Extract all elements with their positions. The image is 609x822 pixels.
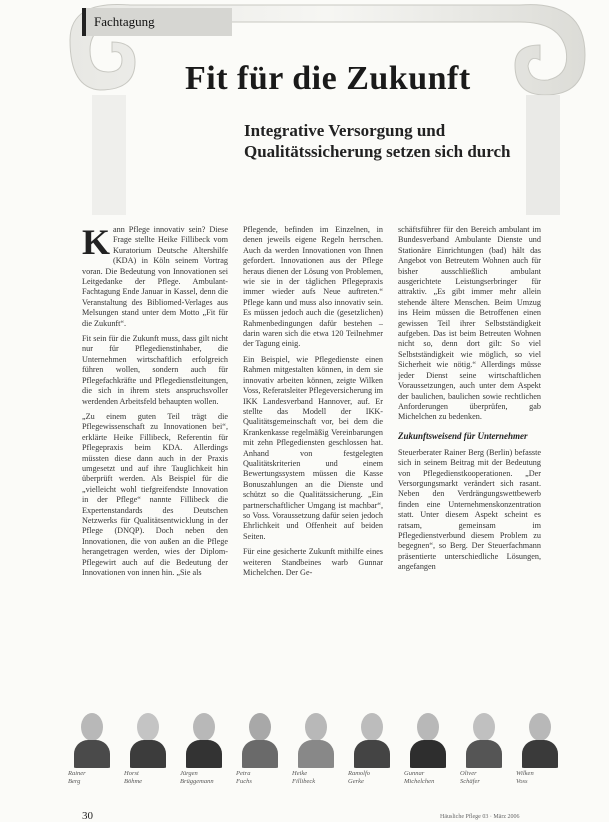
text-column-2 xyxy=(243,225,383,700)
text-column-1 xyxy=(82,225,228,700)
article-title: Fit für die Zukunft xyxy=(185,60,471,97)
paragraph: „Zu einem guten Teil trägt die Pflegewissenschaft zu Innovationen bei“, erklärte Heike Fillibeck, Referentin für Pflegepraxis beim KDA. Allerdings müssten diese dann auch in der Praxis umgesetzt und auf ihre Tauglichkeit hin überprüft werden. Als Beispiel für die „vielleicht wohl tiefgreifendste Innovation in der Pflege“ nannte Fillibeck die Expertenstandards des Deutschen Netzwerks für Qualitätsentwicklung in der Pflege (DNQP). Doch neben den Innovationen, die von außen an die Pflege herangetragen werden, wies der Diplom-Pflegewirt auch auf die Bedeutung der Innovationen von innen hin. „Sie als xyxy=(82,411,228,577)
speaker-name: Petra Fuchs xyxy=(236,770,252,785)
paragraph: Pflegende, befinden im Einzelnen, in denen jeweils eigene Regeln herrschen. Auch da werden Innovationen von Ihnen gefordert. Innovationen aus der Pflege heraus dienen der Lösung von Problemen, wie sie in der täglichen Pflegepraxis immer wieder aufs Neue auftreten.“ Pflege kann und muss also innovativ sein. Es müssen jedoch auch die (gesetzlichen) Rahmenbedingungen dafür bestehen – darin waren sich die etwa 120 Teilnehmer der Tagung einig. xyxy=(243,225,383,349)
portrait-photo xyxy=(296,706,336,768)
speaker-name: Rainer Berg xyxy=(68,770,86,785)
portrait-photo xyxy=(128,706,168,768)
portrait-photo xyxy=(184,706,224,768)
footer-text: Häusliche Pflege 03 · März 2006 xyxy=(440,814,520,820)
portrait-photo xyxy=(352,706,392,768)
speaker-name: Ramolfo Gerke xyxy=(348,770,371,785)
speaker-name: Horst Böhme xyxy=(124,770,143,785)
speaker-name: Heike Fillibeck xyxy=(292,770,316,785)
speaker-name: Oliver Schäfer xyxy=(460,770,480,785)
speaker-name: Gunnar Michelchen xyxy=(404,770,435,785)
speaker-names xyxy=(60,770,560,800)
drop-cap: K xyxy=(82,225,111,262)
section-label: Fachtagung xyxy=(94,14,155,29)
paragraph: ann Pflege innovativ sein? Diese Frage stellte Heike Fillibeck vom Kuratorium Deutsche Altershilfe (KDA) in Köln seinem Vortrag voran. Die Bedeutung von Innovationen sei Leitgedanke der Pflege. Ambulant-Fachtagung Ende Januar in Kassel, denn die Veranstaltung des Bibliomed-Verlages aus Melsungen stand unter dem Motto „Fit für die Zukunft“. xyxy=(82,225,228,328)
article-subtitle: Integrative Versorgung und Qualitätssicherung setzen sich durch xyxy=(244,121,511,161)
speaker-name: Wilken Voss xyxy=(516,770,534,785)
paragraph: Für eine gesicherte Zukunft mithilfe eines weiteren Standbeines warb Gunnar Michelchen. Der Ge- xyxy=(243,547,383,577)
text-column-3 xyxy=(398,225,541,700)
page-number: 30 xyxy=(82,810,93,822)
paragraph: schäftsführer für den Bereich ambulant im Bundesverband Ambulante Dienste und Stationäre Einrichtungen (bad) hält das Angebot von Betreutem Wohnen auch für bisher ausschließlich ambulant ausgerichtete Leistungserbringer für attraktiv. „Es gibt immer mehr allein stehende ältere Menschen. Beim Umzug ins Heim müssen die Betroffenen einen gewissen Teil ihrer Selbstständigkeit aufgeben. Das ist beim Betreuten Wohnen nicht so, denn dort gilt: So viel Selbstständigkeit wie möglich, so viel Sicherheit wie nötig.“ Allerdings müsse jeder Dienst seine wirtschaftlichen Voraussetzungen, auch unter dem Aspekt der baulichen, baulichen sowie rechtlichen Anforderungen überprüfen, gab Michelchen zu bedenken. xyxy=(398,225,541,422)
portrait-photo xyxy=(520,706,560,768)
paragraph: Ein Beispiel, wie Pflegedienste einen Rahmen mitgestalten können, in dem sie innovativ arbeiten können, zeigte Wilken Voss, Referatsleiter Pflegeversicherung im IKK Landesverband Hannover, auf. Er stellte das Modell der IKK-Qualitätsgemeinschaft vor, bei dem die Krankenkasse regelmäßig Vereinbarungen mit zehn Pflegediensten geschlossen hat. Anhand von festgelegten Qualitätskriterien und einem Bewertungssystem müssen die Kasse Bonuszahlungen an die Dienste und schützt so die Qualitätssicherung. „Ein partnerschaftlicher Umgang ist machbar“, so Voss. Voraussetzung dafür seien jedoch Ehrlichkeit und Offenheit auf beiden Seiten. xyxy=(243,354,383,541)
section-tab xyxy=(82,8,232,36)
portrait-photo xyxy=(464,706,504,768)
portrait-photo xyxy=(240,706,280,768)
portrait-photo xyxy=(408,706,448,768)
speaker-name: Jürgen Brüggemann xyxy=(180,770,214,785)
portrait-photo xyxy=(72,706,112,768)
paragraph: Fit sein für die Zukunft muss, dass gilt nicht nur für Pflegedienstinhaber, die Unternehmen wirtschaftlich erfolgreich führen wollen, sondern auch für Pflegefachkräfte und Pflegedienstleitungen, die sich in ihrem stets anspruchsvoller werdenden Arbeitsfeld behaupten wollen. xyxy=(82,334,228,406)
paragraph: Steuerberater Rainer Berg (Berlin) befasste sich in seinem Beitrag mit der Bedeutung von Pflegedienstkooperationen. „Der Versorgungsmarkt verändert sich rasant. Neben den Verdrängungswettbewerb finden eine Unternehmenskonzentration statt. Unter diesem Aspekt scheint es ratsam, gemeinsam im Pflegedienstverbund diesem Problem zu begegnen“, so Berg. Der Steuerfachmann präsentierte unterschiedliche Lösungen, angefangen xyxy=(398,447,541,572)
section-subheading: Zukunftsweisend für Unternehmer xyxy=(398,430,528,441)
speaker-portraits xyxy=(60,706,560,768)
